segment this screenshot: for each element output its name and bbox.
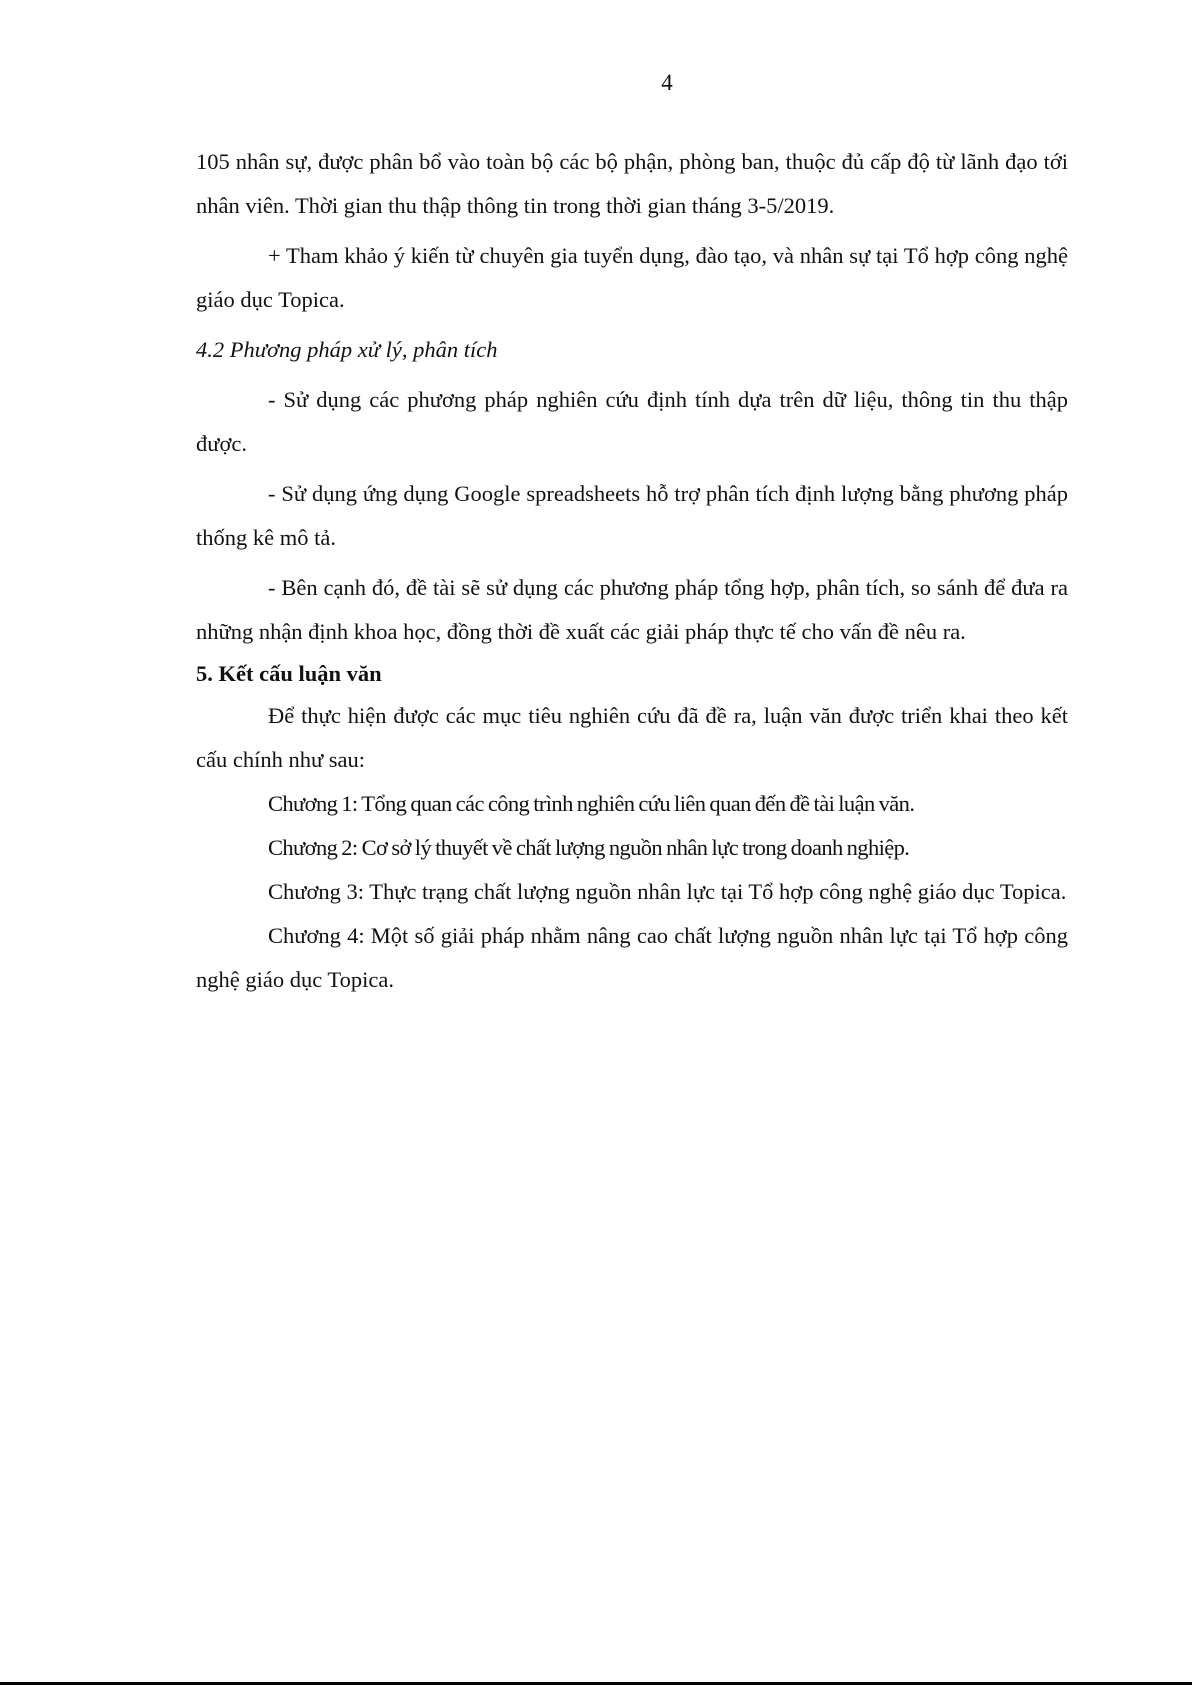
paragraph-sample-description: 105 nhân sự, được phân bổ vào toàn bộ các bộ phận, phòng ban, thuộc đủ cấp độ từ lãnh đạo tới nhân viên. Thời gian thu thập thông tin trong thời gian tháng 3-5/2019. bbox=[196, 149, 1068, 218]
paragraph-quantitative-method: - Sử dụng ứng dụng Google spreadsheets hỗ trợ phân tích định lượng bằng phương pháp thống kê mô tả. bbox=[196, 481, 1068, 550]
paragraph-expert-consultation: + Tham khảo ý kiến từ chuyên gia tuyển dụng, đào tạo, và nhân sự tại Tổ hợp công nghệ giáo dục Topica. bbox=[196, 243, 1068, 312]
chapter-3-line: Chương 3: Thực trạng chất lượng nguồn nhân lực tại Tổ hợp công nghệ giáo dục Topica. bbox=[268, 879, 1067, 904]
chapter-1-line: Chương 1: Tổng quan các công trình nghiên cứu liên quan đến đề tài luận văn. bbox=[268, 791, 915, 816]
paragraph-synthesis-method: - Bên cạnh đó, đề tài sẽ sử dụng các phương pháp tổng hợp, phân tích, so sánh để đưa ra những nhận định khoa học, đồng thời đề xuất các giải pháp thực tế cho vấn đề nêu ra. bbox=[196, 575, 1068, 644]
subheading-4-2: 4.2 Phương pháp xử lý, phân tích bbox=[196, 337, 498, 362]
section-heading-5: 5. Kết cấu luận văn bbox=[196, 661, 382, 686]
paragraph-structure-intro: Để thực hiện được các mục tiêu nghiên cứu đã đề ra, luận văn được triển khai theo kết cấu chính như sau: bbox=[196, 703, 1068, 772]
page-number: 4 bbox=[661, 70, 673, 95]
chapter-2-line: Chương 2: Cơ sở lý thuyết về chất lượng nguồn nhân lực trong doanh nghiệp. bbox=[268, 835, 910, 860]
document-body bbox=[196, 140, 1068, 1002]
paragraph-qualitative-method: - Sử dụng các phương pháp nghiên cứu định tính dựa trên dữ liệu, thông tin thu thập được. bbox=[196, 387, 1068, 456]
chapter-4-line: Chương 4: Một số giải pháp nhằm nâng cao chất lượng nguồn nhân lực tại Tổ hợp công nghệ giáo dục Topica. bbox=[196, 923, 1068, 992]
